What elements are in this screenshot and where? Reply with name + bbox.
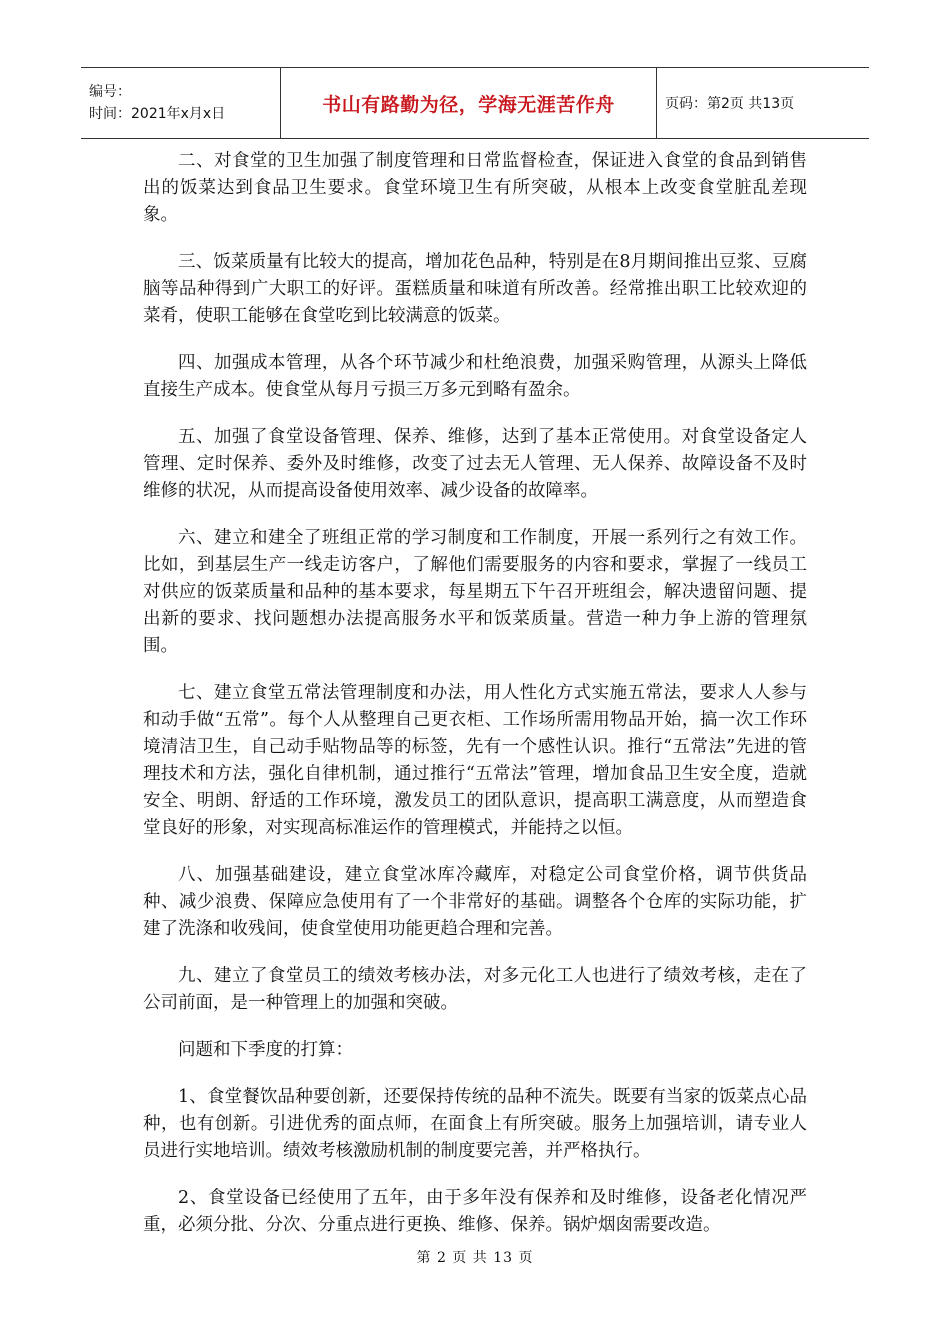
page-header <box>81 67 869 139</box>
header-motto: 书山有路勤为径，学海无涯苦作舟 <box>281 68 657 138</box>
paragraph-3: 三、饭菜质量有比较大的提高，增加花色品种，特别是在8月期间推出豆浆、豆腐脑等品种得到广大职工的好评。蛋糕质量和味道有所改善。经常推出职工比较欢迎的菜肴，使职工能够在食堂吃到比较满意的饭菜。 <box>143 252 807 326</box>
paragraph-8: 八、加强基础建设，建立食堂冰库冷藏库，对稳定公司食堂价格，调节供货品种、减少浪费、保障应急使用有了一个非常好的基础。调整各个仓库的实际功能，扩建了洗涤和收残间，使食堂使用功能更趋合理和完善。 <box>143 865 807 939</box>
document-body <box>143 148 807 1259</box>
paragraph-2: 二、对食堂的卫生加强了制度管理和日常监督检查，保证进入食堂的食品到销售出的饭菜达到食品卫生要求。食堂环境卫生有所突破，从根本上改变食堂脏乱差现象。 <box>143 151 807 225</box>
paragraph-9: 九、建立了食堂员工的绩效考核办法，对多元化工人也进行了绩效考核，走在了公司前面，是一种管理上的加强和突破。 <box>143 966 807 1013</box>
document-number-label: 编号： <box>89 84 131 100</box>
paragraph-4: 四、加强成本管理，从各个环节减少和杜绝浪费，加强采购管理，从源头上降低直接生产成本。使食堂从每月亏损三万多元到略有盈余。 <box>143 353 807 400</box>
paragraph-6: 六、建立和建全了班组正常的学习制度和工作制度，开展一系列行之有效工作。比如，到基层生产一线走访客户，了解他们需要服务的内容和要求，掌握了一线员工对供应的饭菜质量和品种的基本要求，每星期五下午召开班组会，解决遗留问题、提出新的要求、找问题想办法提高服务水平和饭菜质量。营造一种力争上游的管理氛围。 <box>143 528 807 656</box>
section-heading: 问题和下季度的打算： <box>178 1040 353 1060</box>
header-page-label: 页码：第2页 共13页 <box>665 96 795 112</box>
plan-item-2: 2、食堂设备已经使用了五年，由于多年没有保养和及时维修，设备老化情况严重，必须分批、分次、分重点进行更换、维修、保养。锅炉烟囱需要改造。 <box>143 1188 807 1235</box>
page-footer: 第 2 页 共 13 页 <box>416 1250 534 1266</box>
paragraph-7: 七、建立食堂五常法管理制度和办法，用人性化方式实施五常法，要求人人参与和动手做“五常”。每个人从整理自己更衣柜、工作场所需用物品开始，搞一次工作环境清洁卫生，自己动手贴物品等的标签，先有一个感性认识。推行“五常法”先进的管理技术和方法，强化自律机制，通过推行“五常法”管理，增加食品卫生安全度，造就安全、明朗、舒适的工作环境，激发员工的团队意识，提高职工满意度，从而塑造食堂良好的形象，对实现高标准运作的管理模式，并能持之以恒。 <box>143 683 807 838</box>
document-date-label: 时间：2021年x月x日 <box>89 106 226 122</box>
header-left-cell <box>81 68 281 138</box>
plan-item-1: 1、食堂餐饮品种要创新，还要保持传统的品种不流失。既要有当家的饭菜点心品种，也有创新。引进优秀的面点师，在面食上有所突破。服务上加强培训，请专业人员进行实地培训。绩效考核激励机制的制度要完善，并严格执行。 <box>143 1087 807 1161</box>
paragraph-5: 五、加强了食堂设备管理、保养、维修，达到了基本正常使用。对食堂设备定人管理、定时保养、委外及时维修，改变了过去无人管理、无人保养、故障设备不及时维修的状况，从而提高设备使用效率、减少设备的故障率。 <box>143 427 807 501</box>
